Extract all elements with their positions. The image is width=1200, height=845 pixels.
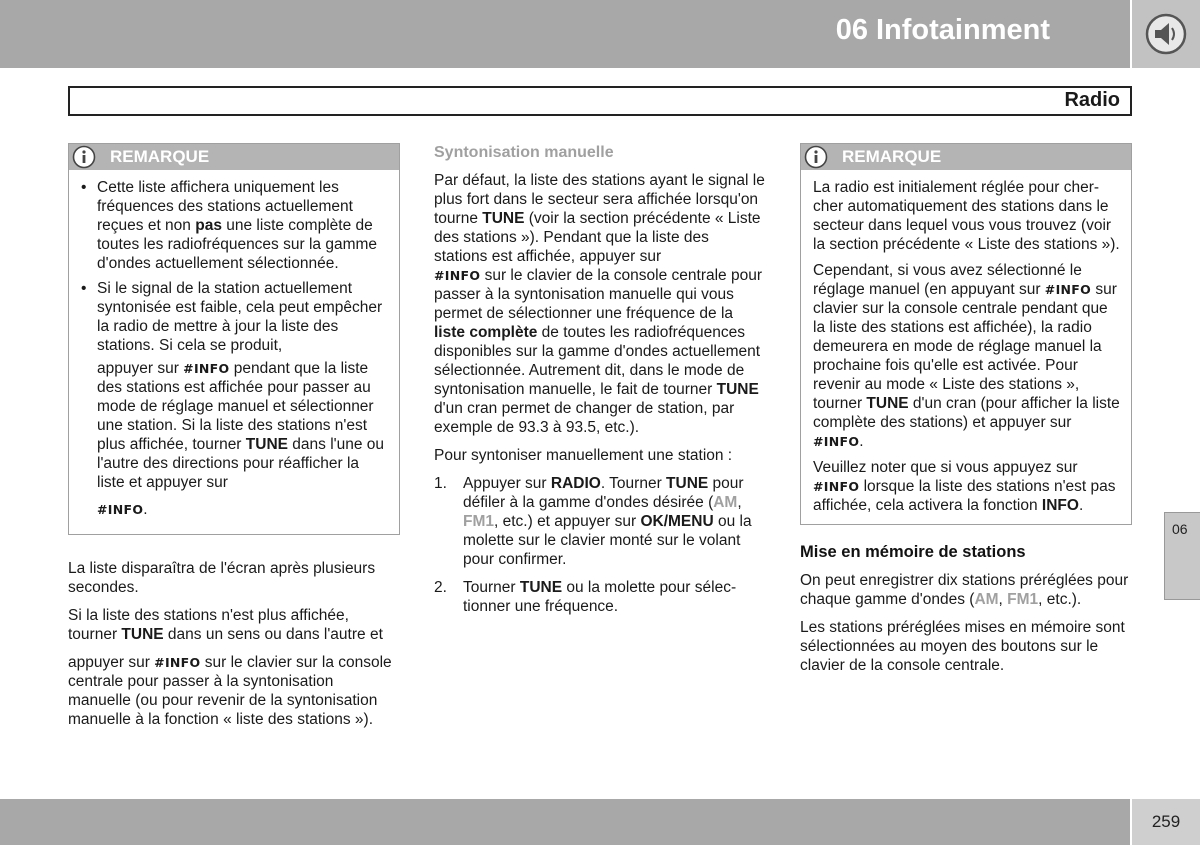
section-bar — [68, 86, 1132, 116]
info-key-label: #INFO — [97, 502, 144, 517]
list-item: 2. Tourner TUNE ou la molette pour sélectionner une fréquence. — [434, 579, 737, 615]
paragraph: La radio est initialement réglée pour chercher automatiquement des stations dans le secteur dans lequel vous vous trouvez (voir la section précédente « Liste des stations »). — [813, 179, 1120, 253]
info-key-label: #INFO — [1044, 282, 1092, 297]
paragraph: Cependant, si vous avez sélectionné le réglage manuel (en appuyant sur #INFO sur clavier sur la console centrale pendant que la liste des stations est affichée), la radio demeurera en mode de réglage manuel la prochaine fois qu'elle est activée. Pour revenir au mode « Liste des stations », tourner TUNE d'un cran (pour afficher la liste complète des stations) et appuyer sur #INFO. — [813, 262, 1120, 450]
footer-bar — [0, 799, 1130, 845]
paragraph: Les stations préréglées mises en mémoire sont sélectionnées au moyen des boutons sur le clavier de la console centrale. — [800, 619, 1125, 674]
paragraph: Par défaut, la liste des stations ayant le signal le plus fort dans le secteur sera affichée lorsqu'on tourne TUNE (voir la section précédente « Liste des stations »). Pendant que la liste des stations est affichée, appuyer sur #INFO sur le clavier de la console centrale pour passer à la syntonisation manuelle qui vous permet de sélectionner une fréquence de la liste complète de toutes les radiofréquences disponibles sur la gamme d'ondes actuellement sélectionnée. Autrement dit, dans le mode de syntonisation manuelle, le fait de tourner TUNE d'un cran permet de changer de station, par exemple de 93.3 à 93.5, etc.). — [434, 172, 765, 436]
list-item: • Si le signal de la station actuellement syntonisée est faible, cela peut empêcher la radio de mettre à jour la liste des stations. Si cela se produit, appuyer sur #INFO pendant que la liste des stations est affichée pour passer au mode de réglage manuel et sélectionner une station. Si la liste des stations n'est plus affichée, tourner TUNE dans l'une ou l'autre des directions pour réafficher la liste et appuyer sur #INFO. — [69, 279, 389, 519]
info-icon — [804, 145, 828, 169]
note-bullet-list — [69, 178, 389, 519]
chapter-icon-box — [1132, 0, 1200, 68]
speaker-icon — [1144, 12, 1188, 56]
chapter-title: 06 Infotainment — [835, 14, 1050, 46]
note-body — [801, 170, 1131, 524]
paragraph: Si la liste des stations n'est plus affichée, tourner TUNE dans un sens ou dans l'autre et — [68, 607, 383, 643]
info-key-label: #INFO — [813, 479, 860, 494]
note-title: REMARQUE — [110, 147, 210, 166]
paragraph: appuyer sur #INFO sur le clavier sur la console centrale pour passer à la syntonisation manuelle (ou pour revenir de la syntonisation manuelle à la fonction « liste des stations »). — [68, 654, 392, 728]
note-header — [69, 144, 399, 170]
column-2 — [434, 143, 766, 625]
section-heading: Syntonisation manuelle — [434, 144, 614, 161]
steps-list — [434, 474, 766, 616]
column-1 — [68, 143, 400, 738]
paragraph: Pour syntoniser manuellement une station : — [434, 447, 733, 464]
note-box — [68, 143, 400, 535]
info-key-label: #INFO — [154, 655, 201, 670]
note-title: REMARQUE — [842, 147, 942, 166]
list-item: • Cette liste affichera uniquement les fréquences des stations actuellement reçues et non pas une liste complète de toutes les radiofréquences sur la gamme d'ondes actuellement sélectionnée. — [69, 178, 389, 273]
info-key-label: #INFO — [183, 361, 230, 376]
header-bar — [0, 0, 1130, 68]
paragraph: La liste disparaîtra de l'écran après plusieurs secondes. — [68, 560, 376, 596]
paragraph: Veuillez noter que si vous appuyez sur #INFO lorsque la liste des stations n'est pas affichée, cela activera la fonction INFO. — [813, 459, 1116, 514]
chapter-side-tab: 06 — [1164, 512, 1200, 600]
info-key-label: #INFO — [813, 434, 860, 449]
note-body — [69, 170, 399, 534]
list-item: 1. Appuyer sur RADIO. Tourner TUNE pour défiler à la gamme d'ondes désirée (AM, FM1, etc.) et appuyer sur OK/MENU ou la molette sur le clavier monté sur le volant pour confirmer. — [434, 475, 752, 568]
section-title: Radio — [1064, 89, 1120, 111]
info-icon — [72, 145, 96, 169]
note-header — [801, 144, 1131, 170]
page-number: 259 — [1151, 812, 1181, 831]
info-key-label: #INFO — [434, 268, 481, 283]
note-box — [800, 143, 1132, 525]
column-3 — [800, 143, 1132, 684]
page-number-box — [1132, 799, 1200, 845]
section-heading: Mise en mémoire de stations — [800, 543, 1026, 561]
paragraph: On peut enregistrer dix stations préréglées pour chaque gamme d'ondes (AM, FM1, etc.). — [800, 572, 1129, 608]
